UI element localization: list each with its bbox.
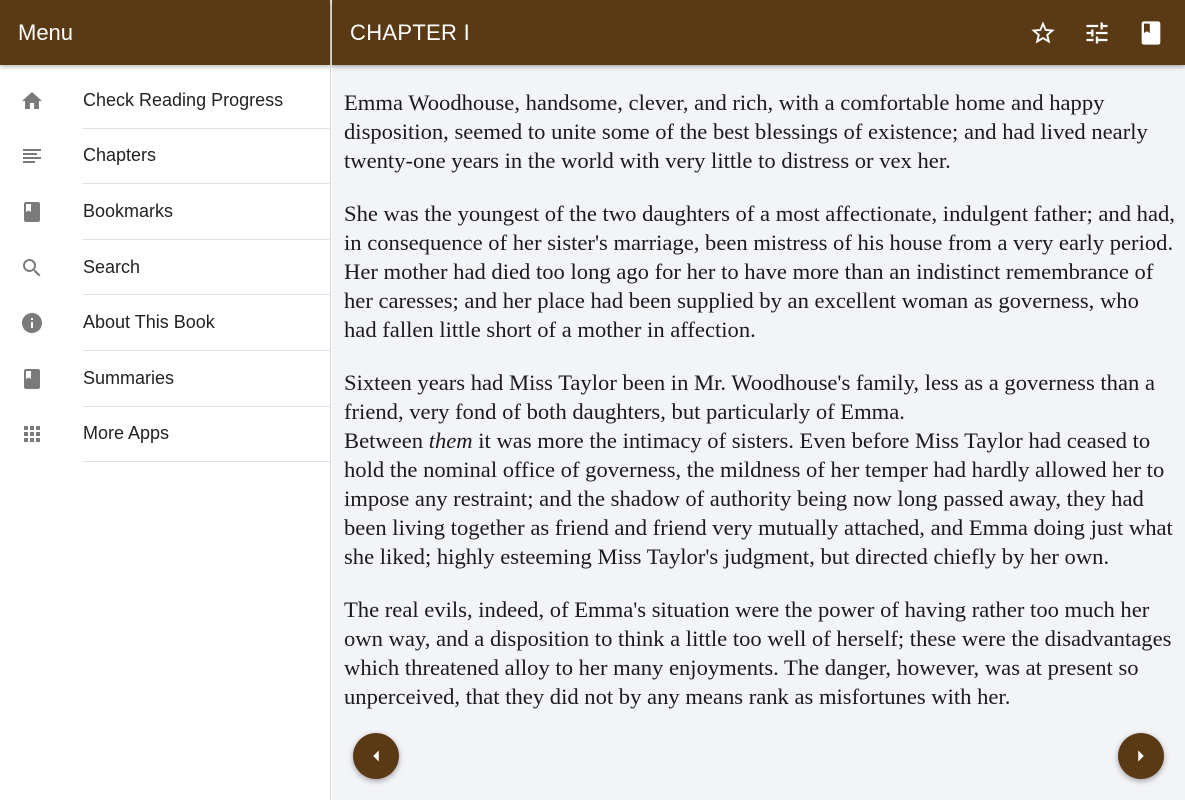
menu-item-about-this-book[interactable] — [0, 295, 330, 351]
next-page-button[interactable] — [1118, 733, 1164, 779]
book-icon — [0, 367, 83, 391]
app-bar — [332, 0, 1185, 65]
previous-page-button[interactable] — [353, 733, 399, 779]
menu-item-chapters[interactable] — [0, 129, 330, 185]
paragraph — [344, 368, 1175, 571]
menu-item-summaries[interactable] — [0, 351, 330, 407]
menu-item-search[interactable] — [0, 240, 330, 296]
navigation-drawer — [0, 0, 331, 800]
menu-item-bookmarks[interactable] — [0, 184, 330, 240]
paragraph-text: Between — [344, 428, 429, 453]
menu-item-label: Chapters — [83, 145, 157, 166]
chapter-text — [332, 65, 1185, 711]
grid-icon — [0, 422, 83, 446]
menu-item-label: Bookmarks — [83, 200, 174, 221]
paragraph: The real evils, indeed, of Emma's situation were the power of having rather too much her own way, and a disposition to think a little too well of herself; these were the disadvantages which threatened alloy to her many enjoyments. The danger, however, was at present so unperceived, that they did not by any means rank as misfortunes with her. — [344, 597, 1172, 709]
paragraph-text: it was more the intimacy of sisters. Even before Miss Taylor had ceased to hold the nominal office of governess, the mildness of her temper had hardly allowed her to impose any restraint; and the shadow of authority being now long passed away, they had been living together as friend and friend very mutually attached, and Emma doing just what she liked; highly esteeming Miss Taylor's judgment, but directed chiefly by her own. — [344, 428, 1173, 569]
menu-item-label: Check Reading Progress — [83, 89, 284, 110]
home-icon — [0, 89, 83, 113]
drawer-title: Menu — [18, 19, 74, 45]
reading-settings-button[interactable] — [1079, 15, 1115, 51]
chapter-title: CHAPTER I — [350, 19, 471, 45]
menu-item-check-reading-progress[interactable] — [0, 73, 330, 129]
chevron-right-icon — [1130, 745, 1152, 767]
menu-item-label: About This Book — [83, 312, 215, 333]
star-icon — [1029, 19, 1057, 47]
menu-item-label: Search — [83, 256, 141, 277]
search-icon — [0, 256, 83, 280]
book-icon — [0, 200, 83, 224]
menu-item-label: Summaries — [83, 367, 175, 388]
paragraph-text: Sixteen years had Miss Taylor been in Mr. Woodhouse's family, less as a governess than a friend, very fond of both daughters, but particularly of Emma. — [344, 370, 1155, 424]
info-icon — [0, 311, 83, 335]
chevron-left-icon — [365, 745, 387, 767]
bookmarks-button[interactable] — [1133, 15, 1169, 51]
drawer-header — [0, 0, 330, 65]
menu-item-label: More Apps — [83, 423, 170, 444]
emphasis-text: them — [428, 428, 473, 453]
paragraph: Emma Woodhouse, handsome, clever, and rich, with a comfortable home and happy disposition, seemed to unite some of the best blessings of existence; and had lived nearly twenty-one years in the world with very little to distress or vex her. — [344, 90, 1148, 173]
menu-item-more-apps[interactable] — [0, 407, 330, 463]
reader-pane — [332, 0, 1185, 800]
bookmark-star-button[interactable] — [1025, 15, 1061, 51]
list-icon — [0, 144, 83, 168]
app-bar-actions — [1025, 15, 1185, 51]
book-icon — [1137, 19, 1165, 47]
drawer-menu — [0, 65, 330, 462]
paragraph: She was the youngest of the two daughters of a most affectionate, indulgent father; and had, in consequence of her sister's marriage, been mistress of his house from a very early period. Her mother had died too long ago for her to have more than an indistinct remembrance of her caresses; and her place had been supplied by an excellent woman as governess, who had fallen little short of a mother in affection. — [344, 201, 1175, 342]
tune-icon — [1083, 19, 1111, 47]
